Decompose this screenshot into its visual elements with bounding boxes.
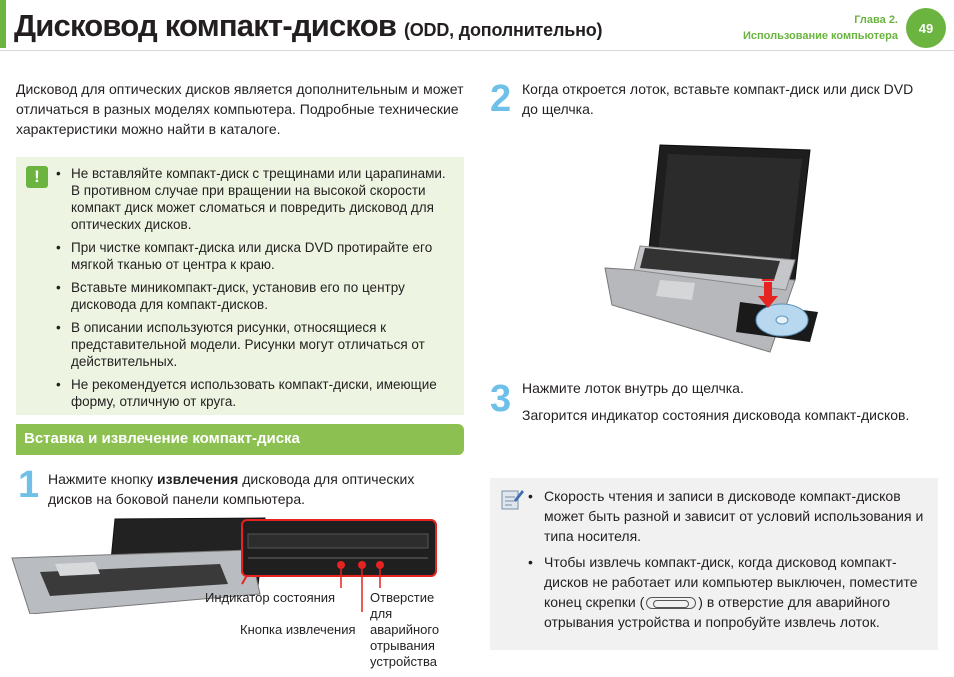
step-1-text-bold: извлечения — [157, 471, 239, 487]
status-indicator-marker — [337, 561, 345, 569]
insert-arrow-shaft — [764, 282, 772, 296]
page-title-main: Дисковод компакт-дисков — [14, 8, 397, 43]
step-2-number: 2 — [490, 78, 512, 120]
step-3-text-2: Загорится индикатор состояния дисковода компакт-дисков. — [522, 407, 910, 423]
note-pencil-icon — [498, 486, 524, 512]
label-eject-button: Кнопка извлечения — [240, 622, 356, 637]
page-title-sub: (ODD, дополнительно) — [403, 20, 603, 40]
step-1-text-after: дисковода для оптических дисков на боковой панели компьютера. — [48, 471, 415, 507]
exclamation-icon: ! — [26, 166, 48, 188]
header-divider — [0, 50, 954, 51]
note-list — [528, 486, 930, 638]
warning-list — [56, 165, 456, 416]
warning-item: • При чистке компакт-диска или диска DVD протирайте его мягкой тканью от центра к краю. — [56, 239, 456, 273]
note-item-2-before: Чтобы извлечь компакт-диск, когда дисковод компакт-дисков не работает или компьютер выключен, поместите конец скрепки ( — [544, 554, 918, 610]
note-item: • Скорость чтения и записи в дисководе компакт-дисков может быть разной и зависит от условий использования и типа носителя. — [528, 486, 930, 546]
step-2-text: Когда откроется лоток, вставьте компакт-диск или диск DVD до щелчка. — [522, 81, 914, 117]
laptop-touchpad — [55, 562, 100, 576]
warning-item: • В описании используются рисунки, относящиеся к представительной модели. Рисунки могут отличаться от действительных. — [56, 319, 456, 370]
warning-item: • Вставьте миникомпакт-диск, установив его по центру дисковода для компакт-дисков. — [56, 279, 456, 313]
section-title: Вставка и извлечение компакт-диска — [24, 430, 300, 447]
note-item — [528, 552, 930, 632]
paper-clip-icon — [646, 597, 696, 609]
warning-item: • Не вставляйте компакт-диск с трещинами или царапинами. В противном случае при вращении на высокой скорости компакт диск может сломаться и повредить дисковод для оптических дисков. — [56, 165, 456, 233]
intro-paragraph: Дисковод для оптических дисков является дополнительным и может отличаться в разных моделях компьютера. Подробные технические характеристики можно найти в каталоге. — [16, 81, 464, 137]
warning-item: • Не рекомендуется использовать компакт-диски, имеющие форму, отличную от круга. — [56, 376, 456, 410]
drive-tray-front — [248, 534, 428, 548]
step-3-number: 3 — [490, 378, 512, 420]
chapter-number: Глава 2. — [854, 14, 898, 26]
note-item-2-after: ) в отверстие для аварийного отрывания устройства и попробуйте извлечь лоток. — [544, 594, 891, 630]
page-title — [14, 8, 602, 44]
label-status-indicator: Индикатор состояния — [205, 590, 336, 605]
eject-button-marker — [358, 561, 366, 569]
header-accent-bar — [0, 0, 6, 48]
chapter-info — [743, 12, 898, 44]
step-1-number: 1 — [18, 464, 40, 506]
step-3-text-1: Нажмите лоток внутрь до щелчка. — [522, 380, 744, 396]
warning-box — [16, 157, 464, 415]
chapter-title: Использование компьютера — [742, 30, 898, 42]
page-number-badge: 49 — [906, 8, 946, 48]
section-header — [16, 424, 464, 455]
disc-center — [776, 316, 788, 324]
step-1-text-before: Нажмите кнопку — [48, 471, 158, 487]
laptop-tray-illustration — [600, 140, 830, 355]
step-1-text — [48, 469, 460, 509]
note-box — [490, 478, 938, 650]
emergency-hole-marker — [376, 561, 384, 569]
label-emergency-hole: Отверстие для аварийного отрывания устройства — [370, 590, 440, 669]
